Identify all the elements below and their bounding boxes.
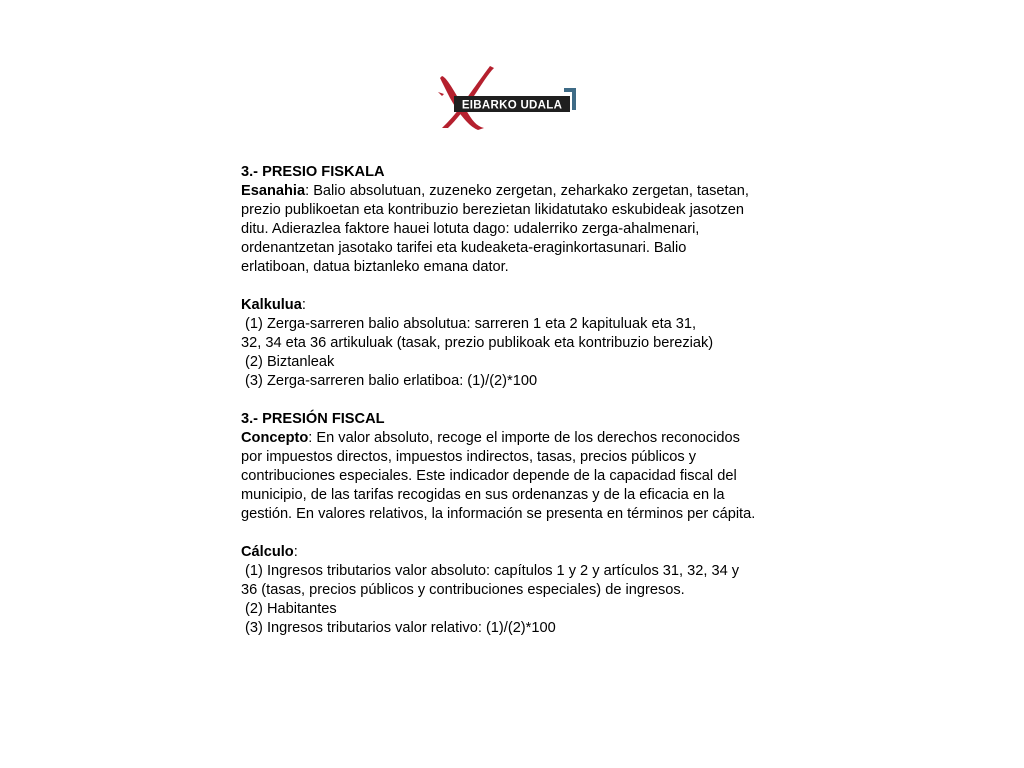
spanish-calc-item-1: (1) Ingresos tributarios valor absoluto: capítulos 1 y 2 y artículos 31, 32, 34 y <box>241 563 740 579</box>
spacer <box>241 391 811 410</box>
basque-calc-item-1: (1) Zerga-sarreren balio absolutua: sarreren 1 eta 2 kapituluak eta 31, <box>241 316 697 332</box>
spacer <box>241 524 811 543</box>
spanish-calc-item-2: (2) Habitantes <box>241 601 337 617</box>
spanish-concept-line-4: municipio, de las tarifas recogidas en sus ordenanzas y de la eficacia en la <box>241 487 725 503</box>
spanish-concept-line-5: gestión. En valores relativos, la información se presenta en términos per cápita. <box>241 506 756 522</box>
basque-calc-item-1-cont: 32, 34 eta 36 artikuluak (tasak, prezio publikoak eta kontribuzio bereziak) <box>241 335 714 351</box>
spanish-concept-label: Concepto <box>241 430 309 446</box>
basque-calc-title <box>241 296 811 315</box>
basque-concept-line-4: ordenantzetan jasotako tarifei eta kudeaketa-eraginkortasunari. Balio <box>241 240 687 256</box>
spanish-heading: 3.- PRESIÓN FISCAL <box>241 411 385 427</box>
basque-concept-line-5: erlatiboan, datua biztanleko emana dator. <box>241 259 509 275</box>
basque-concept-line-1 <box>241 182 811 201</box>
basque-concept-text-1: : Balio absolutuan, zuzeneko zergetan, zeharkako zergetan, tasetan, <box>305 183 749 199</box>
document-body <box>241 163 811 638</box>
basque-concept-line-2: prezio publikoetan eta kontribuzio berezietan likidatutako eskubideak jasotzen <box>241 202 744 218</box>
eibarko-udala-logo <box>438 66 580 130</box>
basque-calc-item-3: (3) Zerga-sarreren balio erlatiboa: (1)/(2)*100 <box>241 373 538 389</box>
spanish-calc-item-1-cont: 36 (tasas, precios públicos y contribuciones especiales) de ingresos. <box>241 582 685 598</box>
basque-calc-label: Kalkulua <box>241 297 302 313</box>
logo-text: EIBARKO UDALA <box>461 99 563 112</box>
spanish-concept-text-1: : En valor absoluto, recoge el importe de los derechos reconocidos <box>308 430 740 446</box>
spanish-concept-line-2: por impuestos directos, impuestos indirectos, tasas, precios públicos y <box>241 449 697 465</box>
logo-teal-side <box>572 88 576 110</box>
spanish-calc-label: Cálculo <box>241 544 294 560</box>
spanish-concept-line-1 <box>241 429 811 448</box>
logo-graphic <box>438 66 580 130</box>
spacer <box>241 277 811 296</box>
spanish-concept-line-3: contribuciones especiales. Este indicador depende de la capacidad fiscal del <box>241 468 737 484</box>
basque-concept-label: Esanahia <box>241 183 306 199</box>
spanish-calc-title <box>241 543 811 562</box>
basque-calc-item-2: (2) Biztanleak <box>241 354 335 370</box>
basque-concept-line-3: ditu. Adierazlea faktore hauei lotuta dago: udalerriko zerga-ahalmenari, <box>241 221 700 237</box>
spanish-calc-colon: : <box>293 544 298 560</box>
basque-heading: 3.- PRESIO FISKALA <box>241 164 385 180</box>
basque-calc-colon: : <box>301 297 306 313</box>
spanish-calc-item-3: (3) Ingresos tributarios valor relativo: (1)/(2)*100 <box>241 620 556 636</box>
logo-x-splash <box>438 92 444 96</box>
